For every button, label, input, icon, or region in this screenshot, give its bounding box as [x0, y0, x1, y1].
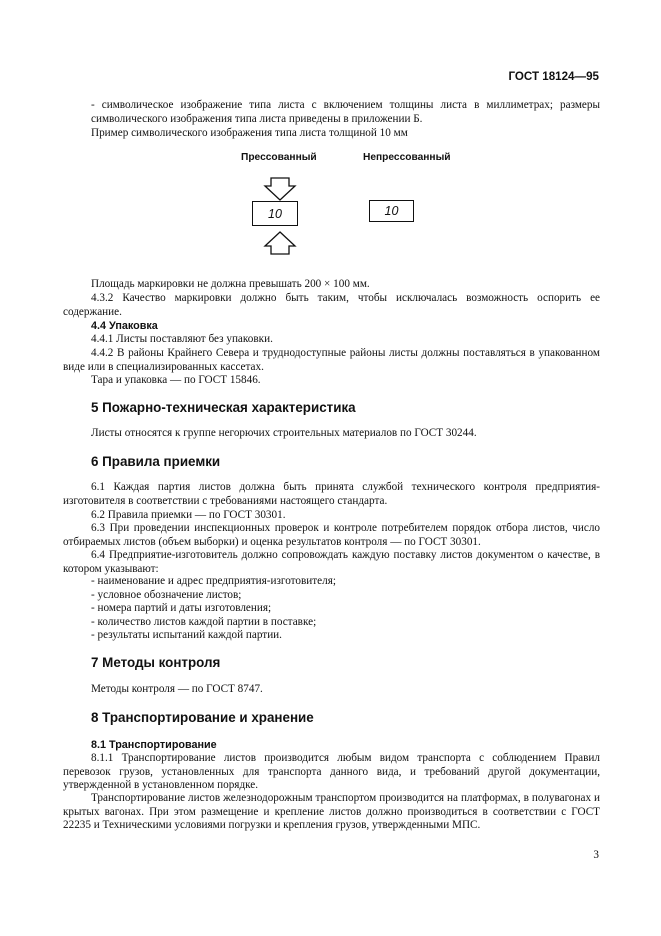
paragraph-rail-transport: Транспортирование листов железнодорожным транспортом производится на платформах, в полувагонах и крытых вагонах. При этом размещение и крепление листов должно производиться в соответствии с ГОСТ 22235 и Техническими условиями погрузки и крепления грузов, утвержденными МПС. [63, 792, 600, 832]
paragraph-example: Пример символического изображения типа листа толщиной 10 мм [91, 127, 408, 139]
list-item: - условное обозначение листов; [91, 588, 242, 601]
paragraph-6-4: 6.4 Предприятие-изготовитель должно сопровождать каждую поставку листов документом о качестве, в котором указывают: [63, 549, 600, 575]
section-title-5: 5 Пожарно-техническая характеристика [91, 400, 356, 415]
arrow-down-icon [265, 178, 295, 200]
section-title-8: 8 Транспортирование и хранение [91, 710, 314, 725]
list-item: - количество листов каждой партии в поставке; [91, 615, 317, 628]
paragraph-4-4-2: 4.4.2 В районы Крайнего Севера и труднодоступные районы листы должны поставляться в упакованном виде или в специализированных кассетах. [63, 347, 600, 373]
section-title-6: 6 Правила приемки [91, 454, 221, 469]
section-title-7: 7 Методы контроля [91, 655, 221, 670]
paragraph-6-1: 6.1 Каждая партия листов должна быть принята службой технического контроля предприятия-изготовителя в соответствии с требованиями настоящего стандарта. [63, 481, 600, 507]
document-code: ГОСТ 18124—95 [508, 70, 599, 83]
paragraph-6-2: 6.2 Правила приемки — по ГОСТ 30301. [91, 509, 286, 521]
paragraph-section-7: Методы контроля — по ГОСТ 8747. [91, 683, 263, 695]
unpressed-symbol-value: 10 [384, 204, 399, 218]
subsection-title-packing: 4.4 Упаковка [91, 320, 158, 332]
paragraph-symbol-description: - символическое изображение типа листа с включением толщины листа в миллиметрах; размеры символического изображения типа листа приведены в приложении Б. [91, 99, 600, 125]
subsection-title-transport: 8.1 Транспортирование [91, 739, 217, 751]
unpressed-symbol-box [369, 200, 414, 222]
list-item: - наименование и адрес предприятия-изготовителя; [91, 575, 336, 587]
paragraph-8-1-1: 8.1.1 Транспортирование листов производится любым видом транспорта с соблюдением Правил перевозок грузов, установленных для транспорта данного вида, и требований другой документации, утвержденной в установленном порядке. [63, 752, 600, 792]
pressed-label: Прессованный [241, 152, 317, 163]
paragraph-packing-tara: Тара и упаковка — по ГОСТ 15846. [91, 374, 261, 386]
unpressed-label: Непрессованный [363, 152, 451, 163]
paragraph-section-5: Листы относятся к группе негорючих строительных материалов по ГОСТ 30244. [91, 427, 477, 439]
paragraph-4-3-2: 4.3.2 Качество маркировки должно быть таким, чтобы исключалась возможность оспорить ее содержание. [63, 292, 600, 318]
paragraph-marking-area: Площадь маркировки не должна превышать 200 × 100 мм. [91, 278, 370, 290]
paragraph-4-4-1: 4.4.1 Листы поставляют без упаковки. [91, 333, 273, 345]
arrow-up-icon [265, 232, 295, 254]
list-item: - результаты испытаний каждой партии. [91, 629, 282, 642]
pressed-symbol-value: 10 [268, 206, 282, 221]
list-item: - номера партий и даты изготовления; [91, 602, 272, 615]
quality-document-list [91, 575, 600, 643]
page-number: 3 [593, 849, 599, 861]
pressed-symbol-box [252, 201, 298, 226]
paragraph-6-3: 6.3 При проведении инспекционных проверок и контроле потребителем порядок отбора листов, число отбираемых листов (объем выборки) и оценка результатов контроля — по ГОСТ 30301. [63, 522, 600, 548]
